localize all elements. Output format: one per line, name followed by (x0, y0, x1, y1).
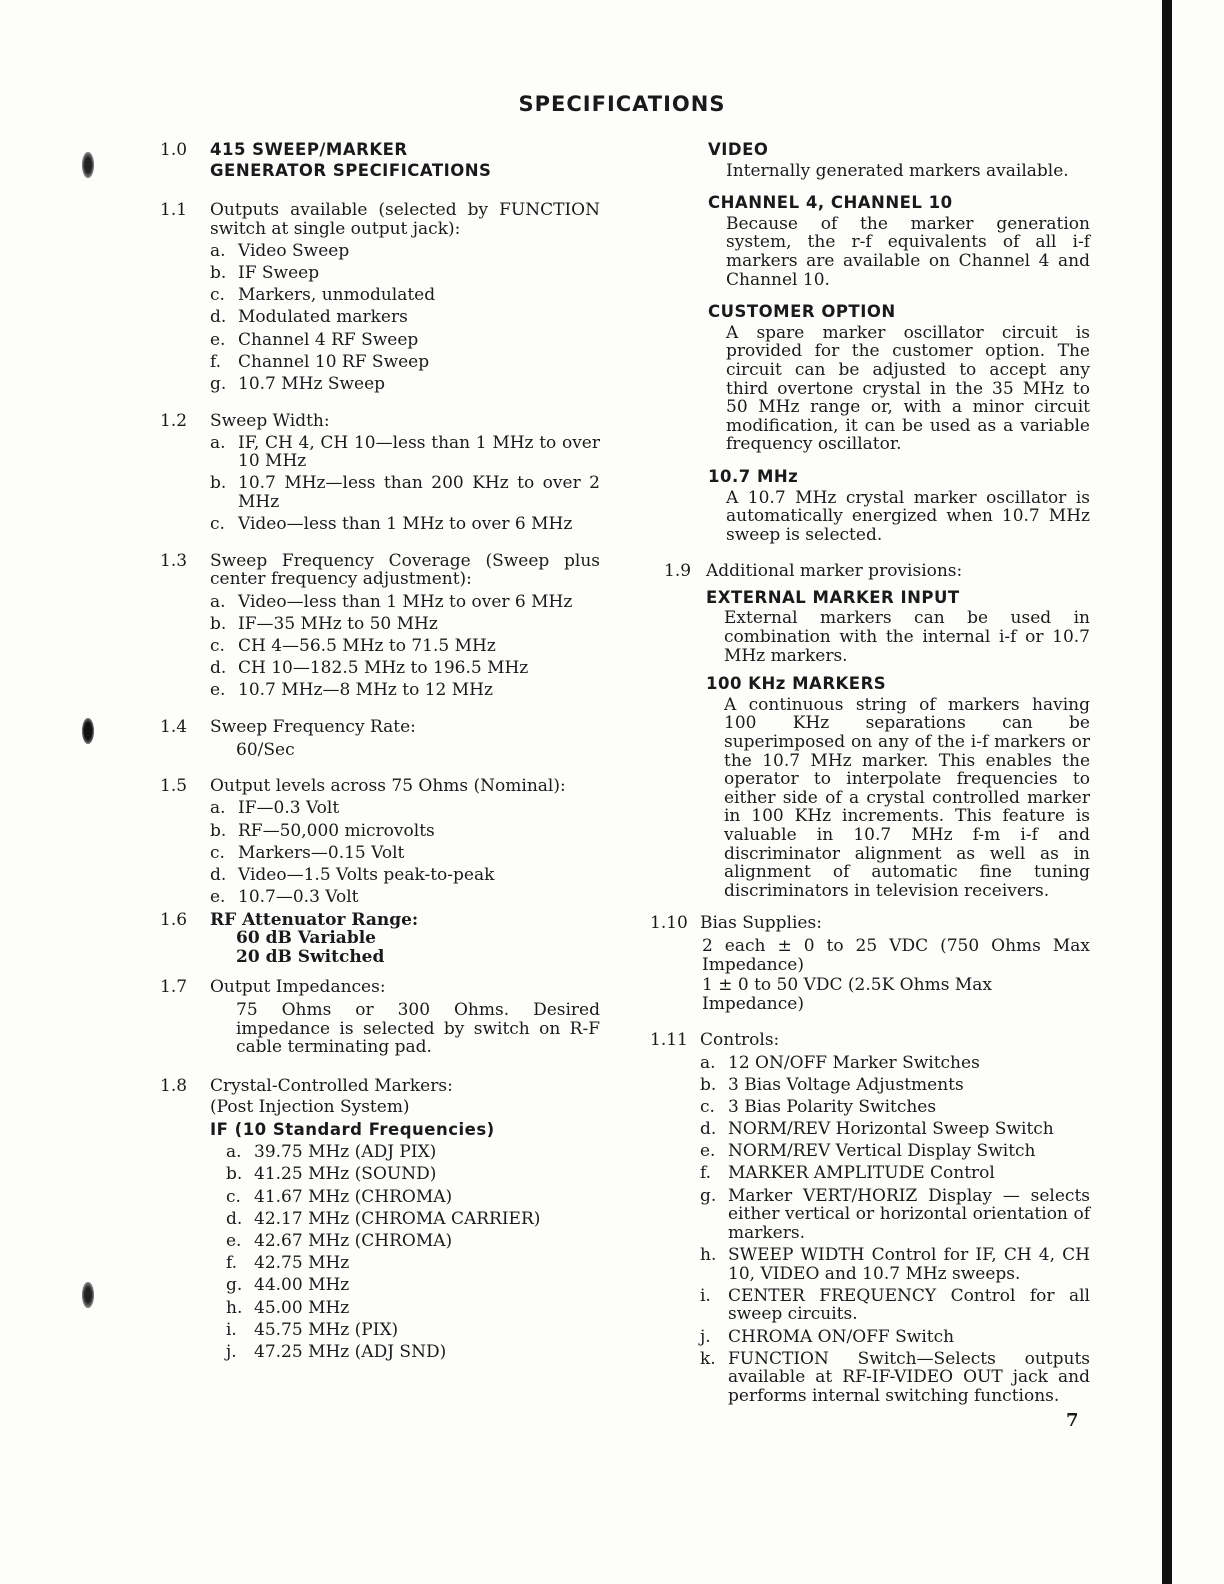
list-item-letter: d. (210, 307, 227, 328)
section-number: 1.10 (650, 913, 688, 934)
bias-supply-1: 2 each ± 0 to 25 VDC (750 Ohms Max Impedance) (702, 935, 1090, 975)
list-item-letter: b. (210, 262, 227, 283)
list-item (210, 844, 600, 863)
section-body (700, 914, 1090, 1013)
list-item-text: IF—0.3 Volt (238, 798, 340, 819)
list-item-text: FUNCTION Switch—Selects outputs available at RF-IF-VIDEO OUT jack and performs internal switching functions. (728, 1348, 1090, 1406)
sweep-rate-value: 60/Sec (236, 739, 295, 760)
section-number: 1.11 (650, 1030, 688, 1051)
list-item (210, 286, 600, 305)
section-body (700, 1031, 1090, 1405)
list-item (210, 593, 600, 612)
list-item (700, 1076, 1090, 1095)
list-item (700, 1246, 1090, 1283)
section-text: Controls: (700, 1030, 780, 1051)
list-item (210, 659, 600, 678)
customer-option-text: A spare marker oscillator circuit is provided for the customer option. The circuit can be adjusted to accept any third overtone crystal in the 35 MHz to 50 MHz range or, with a minor circuit modification, it can be used as a variable frequency oscillator. (726, 322, 1090, 455)
list-item-letter: g. (210, 373, 227, 394)
left-column (160, 139, 600, 1362)
binder-edge-bar (1162, 0, 1172, 1584)
video-text: Internally generated markers available. (726, 160, 1069, 181)
list-item-letter: f. (700, 1163, 712, 1184)
section-number: 1.6 (160, 909, 188, 930)
list-item-letter: e. (210, 680, 226, 701)
list-item (700, 1142, 1090, 1161)
list-item (700, 1287, 1090, 1324)
if-frequencies-heading: IF (10 Standard Frequencies) (210, 1120, 495, 1140)
section-1-2 (160, 412, 600, 534)
section-text: Crystal-Controlled Markers: (210, 1075, 453, 1096)
list-item (226, 1188, 600, 1207)
list-item-text: 3 Bias Voltage Adjustments (728, 1074, 964, 1095)
list-item-letter: j. (226, 1341, 237, 1362)
section-1-0 (160, 139, 600, 181)
list-item (210, 637, 600, 656)
list-item (210, 242, 600, 261)
section-1-1 (160, 201, 600, 394)
section-number: 1.8 (160, 1075, 188, 1096)
list-item-text: IF, CH 4, CH 10—less than 1 MHz to over 10 MHz (238, 432, 600, 472)
list-item-letter: b. (210, 820, 227, 841)
list-item-letter: a. (210, 240, 226, 261)
list-item (210, 434, 600, 471)
list-item (210, 615, 600, 634)
list-item-text: 47.25 MHz (ADJ SND) (254, 1341, 447, 1362)
list-item-text: 41.25 MHz (SOUND) (254, 1164, 437, 1185)
list-item-letter: g. (226, 1275, 243, 1296)
external-marker-heading: EXTERNAL MARKER INPUT (706, 587, 960, 607)
list-item-text: CENTER FREQUENCY Control for all sweep circuits. (728, 1285, 1090, 1325)
channel-heading: CHANNEL 4, CHANNEL 10 (708, 193, 953, 213)
list-item-text: 42.17 MHz (CHROMA CARRIER) (254, 1208, 541, 1229)
section-number: 1.7 (160, 977, 188, 998)
attenuator-variable: 60 dB Variable (236, 928, 376, 949)
khz-markers-heading: 100 KHz MARKERS (706, 674, 887, 694)
outputs-list (210, 242, 600, 394)
list-item (700, 1187, 1090, 1243)
list-item-text: SWEEP WIDTH Control for IF, CH 4, CH 10, VIDEO and 10.7 MHz sweeps. (728, 1245, 1090, 1284)
list-item-letter: a. (210, 432, 226, 453)
list-item-letter: f. (210, 351, 222, 372)
section-1-9 (650, 562, 1090, 900)
list-item-text: 10.7 MHz Sweep (238, 373, 386, 394)
section-1-11 (650, 1031, 1090, 1405)
punch-hole-middle (82, 718, 94, 744)
list-item-letter: d. (700, 1119, 717, 1140)
list-item-text: Modulated markers (238, 307, 408, 328)
section-1-8 (160, 1077, 600, 1362)
list-item-letter: d. (210, 864, 227, 885)
list-item (700, 1328, 1090, 1347)
page-number: 7 (1066, 1410, 1079, 1431)
right-column (650, 141, 1090, 1406)
list-item-letter: c. (210, 514, 225, 535)
list-item (210, 515, 600, 534)
list-item-letter: f. (226, 1253, 238, 1274)
list-item (210, 474, 600, 511)
section-text: Sweep Width: (210, 410, 330, 431)
list-item-letter: b. (210, 613, 227, 634)
section-text: Output Impedances: (210, 977, 386, 998)
list-item-letter: a. (226, 1142, 242, 1163)
list-item-text: Video Sweep (238, 240, 350, 261)
impedance-value: 75 Ohms or 300 Ohms. Desired impedance is selected by switch on R-F cable terminating pad. (236, 1000, 600, 1058)
section-body (210, 978, 600, 1056)
list-item-letter: e. (700, 1141, 716, 1162)
list-item (226, 1210, 600, 1229)
list-item-letter: c. (210, 636, 225, 656)
list-item-text: IF Sweep (238, 262, 320, 283)
section-subtext: (Post Injection System) (210, 1097, 410, 1118)
list-item (226, 1299, 600, 1318)
mhz-heading: 10.7 MHz (708, 466, 799, 486)
list-item-text: 10.7—0.3 Volt (238, 887, 359, 908)
list-item-text: 42.75 MHz (254, 1253, 350, 1274)
list-item-text: MARKER AMPLITUDE Control (728, 1163, 995, 1184)
list-item-letter: a. (210, 798, 226, 819)
external-marker-text: External markers can be used in combination with the internal i-f or 10.7 MHz markers. (724, 608, 1090, 666)
section-number: 1.5 (160, 776, 188, 797)
list-item-text: NORM/REV Horizontal Sweep Switch (728, 1119, 1054, 1140)
list-item-text: 12 ON/OFF Marker Switches (728, 1052, 980, 1073)
list-item (210, 866, 600, 885)
section-body (210, 718, 600, 759)
section-number: 1.3 (160, 550, 188, 571)
list-item-letter: e. (210, 887, 226, 908)
list-item (226, 1343, 600, 1362)
list-item-letter: i. (226, 1319, 237, 1340)
section-text: Sweep Frequency Coverage (Sweep plus center frequency adjustment): (210, 550, 600, 590)
list-item-text: 3 Bias Polarity Switches (728, 1096, 937, 1117)
list-item (210, 375, 600, 394)
section-1-4 (160, 718, 600, 759)
customer-option-heading: CUSTOMER OPTION (708, 302, 896, 322)
controls-list (700, 1054, 1090, 1406)
list-item-text: Channel 10 RF Sweep (238, 351, 430, 372)
list-item (700, 1054, 1090, 1073)
video-heading: VIDEO (708, 140, 769, 159)
if-frequencies-list (210, 1143, 600, 1361)
list-item-text: CH 10—182.5 MHz to 196.5 MHz (238, 658, 529, 679)
section-text: Outputs available (selected by FUNCTION switch at single output jack): (210, 200, 600, 239)
list-item-text: Video—less than 1 MHz to over 6 MHz (238, 514, 573, 535)
list-item-text: 10.7 MHz—8 MHz to 12 MHz (238, 680, 493, 701)
list-item-letter: g. (700, 1185, 717, 1206)
page-title: SPECIFICATIONS (518, 92, 726, 116)
list-item-letter: c. (210, 842, 225, 863)
output-levels-list (210, 799, 600, 906)
attenuator-switched: 20 dB Switched (236, 946, 385, 967)
khz-markers-text: A continuous string of markers having 100 KHz separations can be superimposed on any of the i-f markers or the 10.7 MHz marker. This enables the operator to interpolate frequencies to either side of a crystal controlled marker in 100 KHz increments. This feature is valuable in 10.7 MHz f-m i-f and discriminator alignment as well as in alignment of automatic fine tuning discriminators in television receivers. (724, 694, 1090, 901)
section-1-3 (160, 552, 600, 700)
list-item (210, 681, 600, 700)
list-item (226, 1143, 600, 1162)
mhz-text: A 10.7 MHz crystal marker oscillator is automatically energized when 10.7 MHz sweep is selected. (726, 487, 1090, 545)
section-body (210, 552, 600, 700)
list-item (226, 1254, 600, 1273)
section-1-6 (160, 911, 600, 967)
list-item-letter: h. (226, 1297, 243, 1318)
list-item-letter: a. (700, 1052, 716, 1073)
section-1-5 (160, 777, 600, 907)
list-item-letter: a. (210, 591, 226, 612)
list-item (210, 308, 600, 327)
coverage-list (210, 593, 600, 700)
list-item-letter: h. (700, 1245, 717, 1266)
list-item (210, 799, 600, 818)
list-item (210, 331, 600, 350)
section-text: Additional marker provisions: (706, 561, 963, 582)
list-item-text: 45.75 MHz (PIX) (254, 1319, 399, 1340)
list-item (210, 353, 600, 372)
list-item-text: Marker VERT/HORIZ Display — selects either vertical or horizontal orientation of markers. (728, 1185, 1090, 1243)
list-item (700, 1350, 1090, 1406)
list-item-letter: b. (700, 1074, 717, 1095)
right-top-blocks (650, 141, 1090, 544)
list-item-letter: c. (226, 1186, 241, 1207)
section-heading: 415 SWEEP/MARKER GENERATOR SPECIFICATIONS (210, 140, 492, 180)
list-item-letter: k. (700, 1348, 716, 1369)
list-item-text: Video—less than 1 MHz to over 6 MHz (238, 591, 573, 612)
section-number: 1.0 (160, 140, 188, 160)
list-item-letter: b. (210, 473, 227, 494)
list-item-text: 42.67 MHz (CHROMA) (254, 1230, 453, 1251)
list-item-text: 45.00 MHz (254, 1297, 350, 1318)
list-item-text: Video—1.5 Volts peak-to-peak (238, 864, 495, 885)
list-item-text: IF—35 MHz to 50 MHz (238, 613, 438, 634)
channel-text: Because of the marker generation system, the r-f equivalents of all i-f markers are available on Channel 4 and Channel 10. (726, 213, 1090, 290)
punch-hole-top (82, 152, 94, 178)
section-1-10 (650, 914, 1090, 1013)
section-number: 1.4 (160, 716, 188, 737)
list-item-text: Markers, unmodulated (238, 285, 436, 306)
list-item (700, 1120, 1090, 1139)
list-item-letter: j. (700, 1326, 711, 1347)
section-body (210, 201, 600, 394)
list-item-letter: e. (226, 1230, 242, 1251)
list-item (210, 264, 600, 283)
list-item-letter: b. (226, 1164, 243, 1185)
list-item-letter: c. (700, 1096, 715, 1117)
section-number: 1.2 (160, 410, 188, 431)
section-body (210, 1077, 600, 1362)
section-text: RF Attenuator Range: (210, 909, 419, 930)
list-item-text: CH 4—56.5 MHz to 71.5 MHz (238, 636, 496, 656)
list-item-letter: d. (210, 658, 227, 679)
section-body (210, 777, 600, 907)
section-body (210, 911, 600, 967)
list-item-text: 44.00 MHz (254, 1275, 350, 1296)
list-item (210, 822, 600, 841)
section-number: 1.9 (664, 561, 692, 582)
bias-supply-2: 1 ± 0 to 50 VDC (2.5K Ohms Max Impedance) (702, 975, 992, 1014)
list-item-text: NORM/REV Vertical Display Switch (728, 1141, 1036, 1162)
list-item (210, 888, 600, 907)
list-item (700, 1164, 1090, 1183)
list-item (226, 1165, 600, 1184)
list-item-letter: d. (226, 1208, 243, 1229)
list-item-text: Channel 4 RF Sweep (238, 329, 419, 350)
list-item (226, 1232, 600, 1251)
punch-hole-bottom (82, 1282, 94, 1308)
list-item (226, 1276, 600, 1295)
list-item-letter: e. (210, 329, 226, 350)
section-text: Output levels across 75 Ohms (Nominal): (210, 776, 566, 797)
list-item (700, 1098, 1090, 1117)
list-item-text: 39.75 MHz (ADJ PIX) (254, 1142, 437, 1163)
list-item-text: Markers—0.15 Volt (238, 842, 405, 863)
list-item-text: CHROMA ON/OFF Switch (728, 1326, 955, 1347)
section-1-7 (160, 978, 600, 1056)
sweep-width-list (210, 434, 600, 534)
list-item-text: RF—50,000 microvolts (238, 820, 435, 841)
section-body (706, 562, 1090, 900)
list-item-letter: c. (210, 285, 225, 306)
list-item-text: 10.7 MHz—less than 200 KHz to over 2 MHz (238, 473, 600, 513)
section-text: Bias Supplies: (700, 913, 822, 934)
list-item-letter: i. (700, 1285, 711, 1306)
list-item-text: 41.67 MHz (CHROMA) (254, 1186, 453, 1207)
section-text: Sweep Frequency Rate: (210, 716, 416, 737)
section-body (210, 412, 600, 534)
section-number: 1.1 (160, 200, 188, 220)
list-item (226, 1321, 600, 1340)
